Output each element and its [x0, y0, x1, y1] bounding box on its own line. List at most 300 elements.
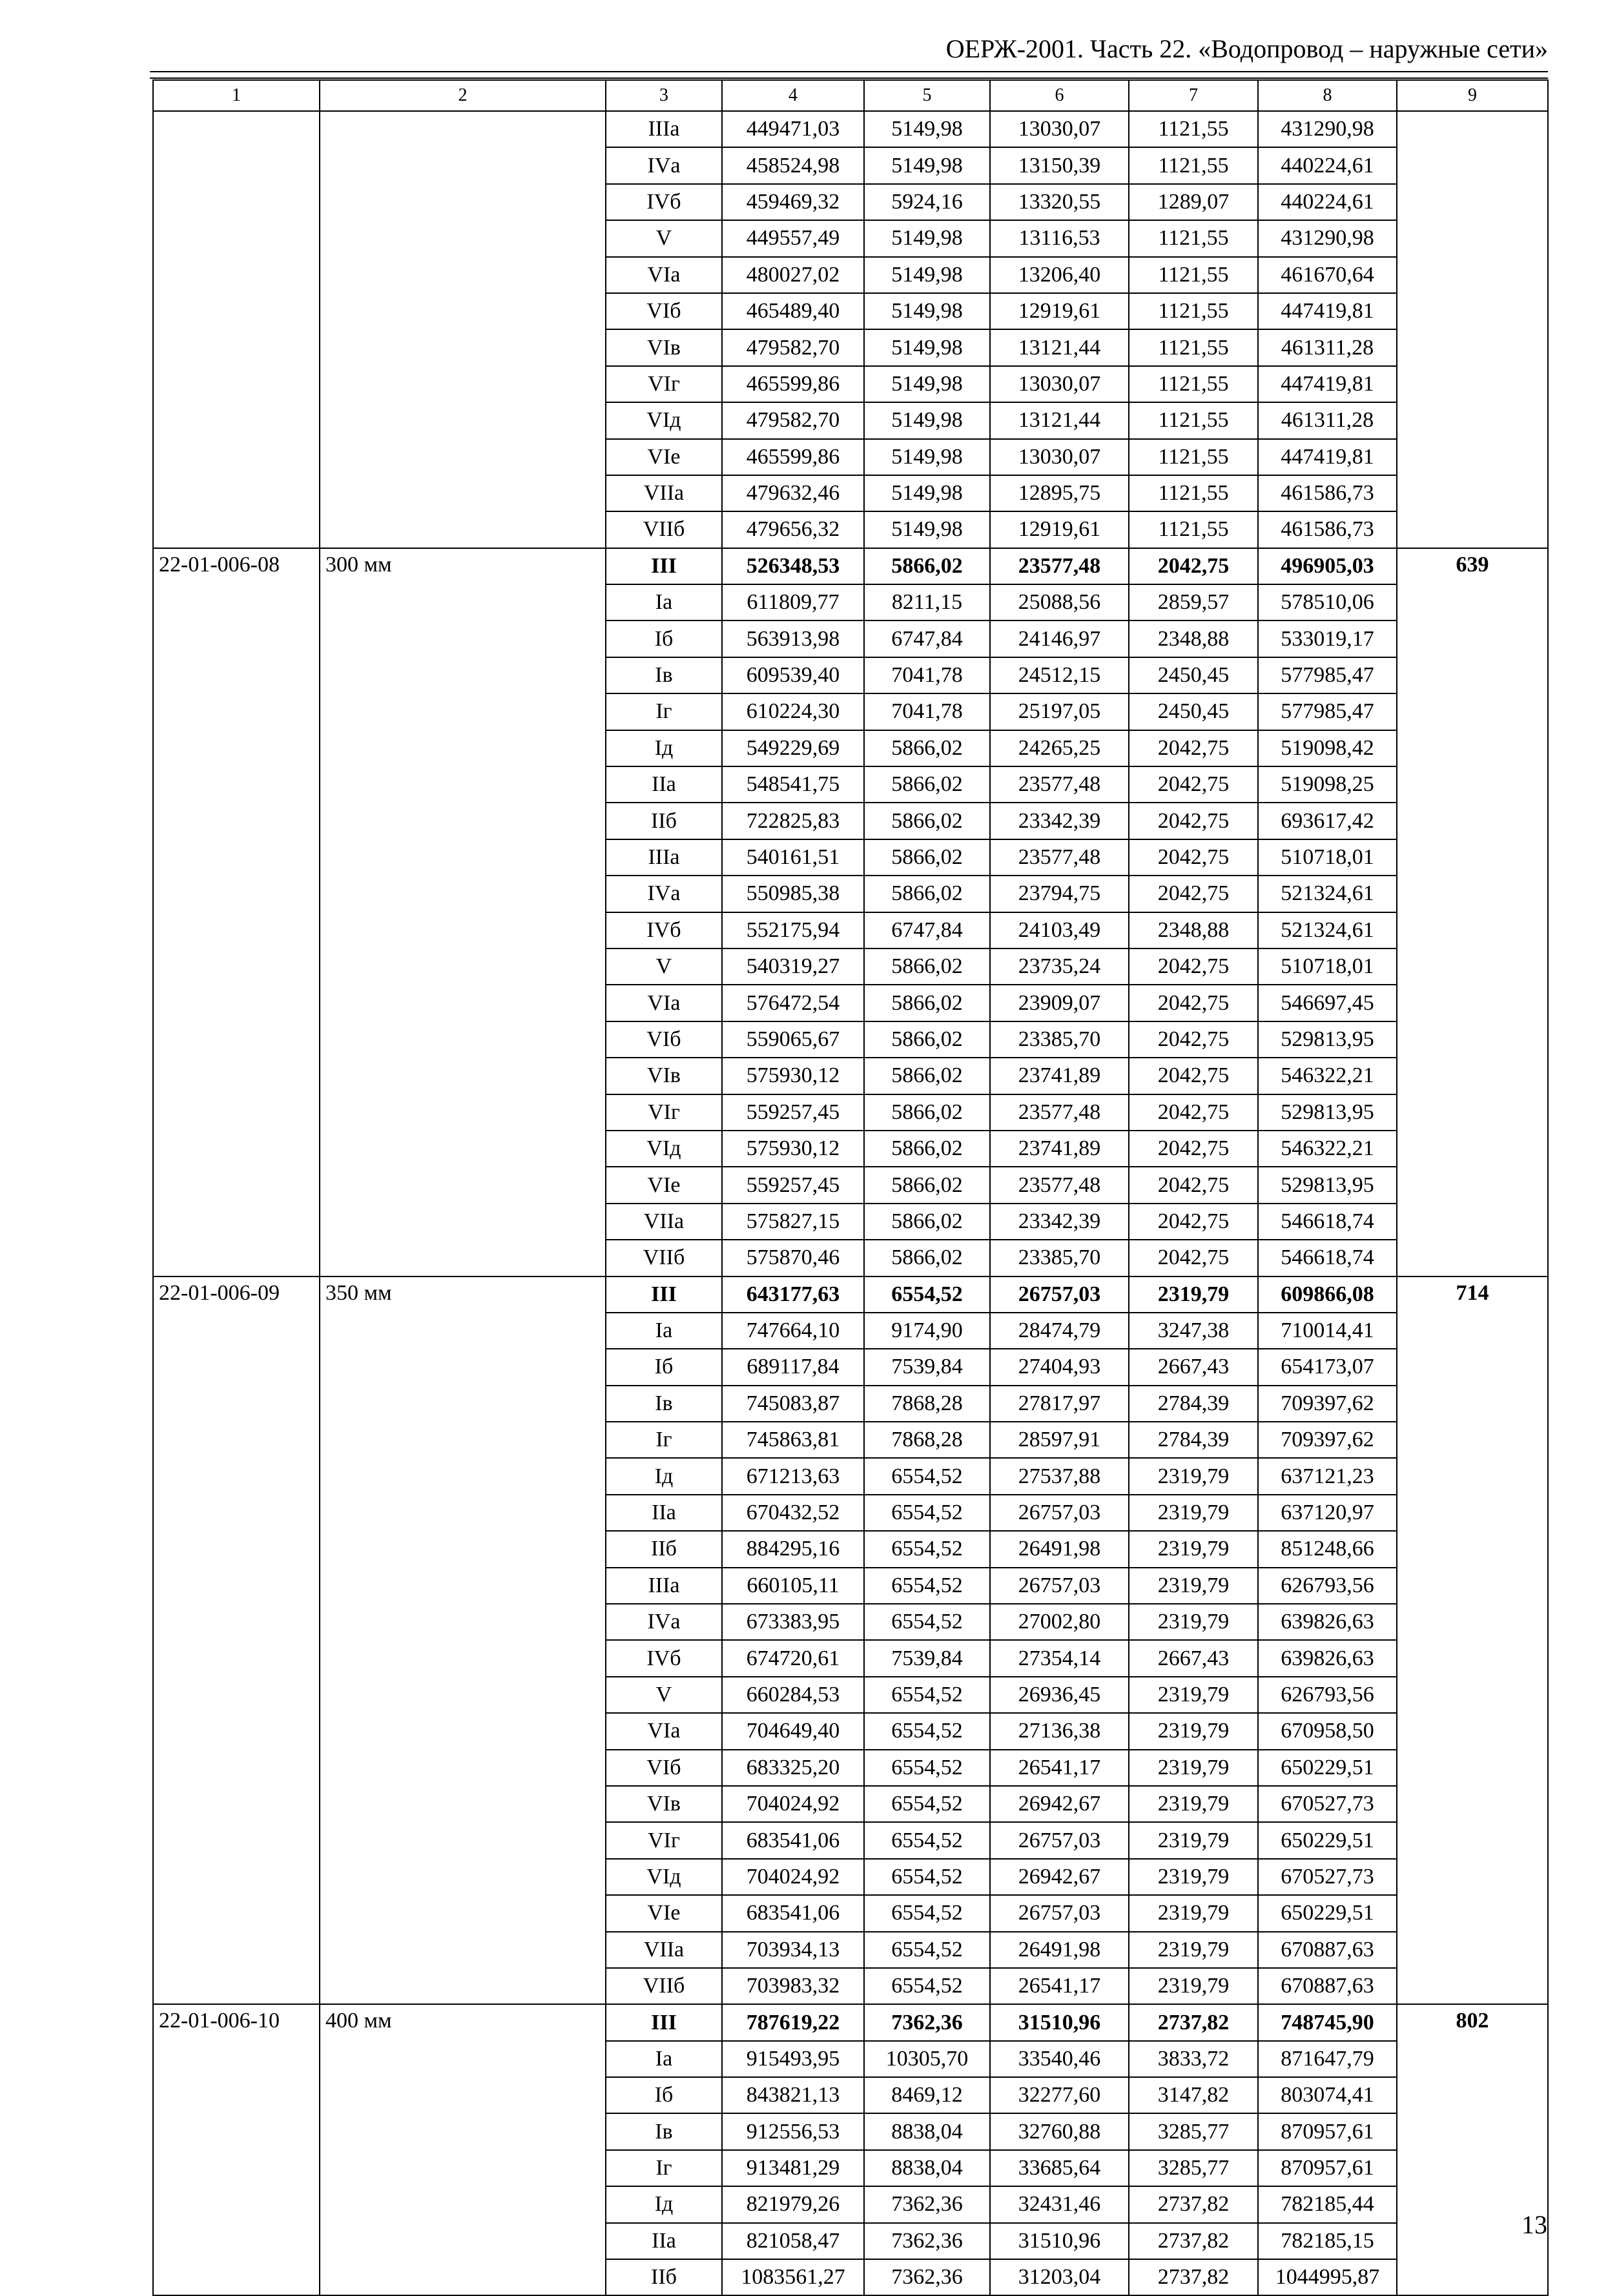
materials-cell: 626793,56 — [1258, 1677, 1397, 1713]
machines-cell: 13116,53 — [990, 220, 1129, 256]
zone-cell: Iа — [606, 584, 722, 620]
materials-cell: 709397,62 — [1258, 1386, 1397, 1422]
total-cost-cell: 575930,12 — [722, 1131, 864, 1167]
zone-cell: VIг — [606, 1094, 722, 1131]
wage-cell: 5866,02 — [864, 1094, 990, 1131]
total-cost-cell: 610224,30 — [722, 693, 864, 730]
machinist-wage-cell: 2737,82 — [1129, 2259, 1258, 2295]
wage-cell: 7041,78 — [864, 657, 990, 693]
materials-cell: 529813,95 — [1258, 1094, 1397, 1131]
total-cost-cell: 843821,13 — [722, 2077, 864, 2113]
machines-cell: 23577,48 — [990, 1167, 1129, 1203]
materials-cell: 546618,74 — [1258, 1204, 1397, 1240]
column-number: 6 — [990, 80, 1129, 111]
wage-cell: 8838,04 — [864, 2113, 990, 2149]
machines-cell: 13150,39 — [990, 147, 1129, 183]
total-cost-cell: 563913,98 — [722, 620, 864, 657]
diameter-cell: 350 мм — [320, 1276, 606, 2005]
total-cost-cell: 548541,75 — [722, 766, 864, 803]
machinist-wage-cell: 2042,75 — [1129, 730, 1258, 766]
machines-cell: 25197,05 — [990, 693, 1129, 730]
machines-cell: 24103,49 — [990, 912, 1129, 948]
materials-cell: 782185,44 — [1258, 2186, 1397, 2222]
materials-cell: 447419,81 — [1258, 439, 1397, 475]
materials-cell: 670527,73 — [1258, 1859, 1397, 1895]
total-cost-cell: 704024,92 — [722, 1786, 864, 1822]
machines-cell: 26491,98 — [990, 1932, 1129, 1968]
machines-cell: 26541,17 — [990, 1750, 1129, 1786]
rate-code-cell — [153, 111, 320, 548]
machines-cell: 27354,14 — [990, 1640, 1129, 1676]
machines-cell: 31510,96 — [990, 2004, 1129, 2040]
page-header-title: ОЕРЖ-2001. Часть 22. «Водопровод – наружные сети» — [945, 34, 1548, 63]
column-number: 5 — [864, 80, 990, 111]
wage-cell: 5866,02 — [864, 1058, 990, 1094]
machinist-wage-cell: 1121,55 — [1129, 111, 1258, 147]
wage-cell: 6554,52 — [864, 1677, 990, 1713]
machines-cell: 26757,03 — [990, 1822, 1129, 1858]
machines-cell: 26757,03 — [990, 1895, 1129, 1931]
wage-cell: 6554,52 — [864, 1968, 990, 2004]
machinist-wage-cell: 2319,79 — [1129, 1968, 1258, 2004]
machinist-wage-cell: 2319,79 — [1129, 1713, 1258, 1749]
materials-cell: 461670,64 — [1258, 257, 1397, 293]
wage-cell: 5149,98 — [864, 111, 990, 147]
zone-cell: IIа — [606, 2223, 722, 2259]
rate-code-cell: 22-01-006-08 — [153, 548, 320, 1276]
machinist-wage-cell: 2042,75 — [1129, 1240, 1258, 1276]
materials-cell: 650229,51 — [1258, 1895, 1397, 1931]
machinist-wage-cell: 1121,55 — [1129, 366, 1258, 402]
machines-cell: 23741,89 — [990, 1131, 1129, 1167]
materials-cell: 670527,73 — [1258, 1786, 1397, 1822]
total-cost-cell: 915493,95 — [722, 2041, 864, 2077]
wage-cell: 6554,52 — [864, 1786, 990, 1822]
zone-cell: III — [606, 548, 722, 584]
total-cost-cell: 745083,87 — [722, 1386, 864, 1422]
machinist-wage-cell: 2319,79 — [1129, 1786, 1258, 1822]
wage-cell: 5866,02 — [864, 766, 990, 803]
total-cost-cell: 449471,03 — [722, 111, 864, 147]
machines-cell: 24265,25 — [990, 730, 1129, 766]
machines-cell: 13121,44 — [990, 329, 1129, 365]
machines-cell: 26491,98 — [990, 1531, 1129, 1567]
machinist-wage-cell: 2319,79 — [1129, 1822, 1258, 1858]
machines-cell: 27537,88 — [990, 1458, 1129, 1494]
materials-cell: 626793,56 — [1258, 1568, 1397, 1604]
zone-cell: VIе — [606, 439, 722, 475]
total-cost-cell: 559257,45 — [722, 1094, 864, 1131]
zone-cell: VIб — [606, 1750, 722, 1786]
machinist-wage-cell: 2042,75 — [1129, 1058, 1258, 1094]
zone-cell: III — [606, 2004, 722, 2040]
wage-cell: 5866,02 — [864, 948, 990, 985]
machines-cell: 12895,75 — [990, 475, 1129, 511]
machinist-wage-cell: 2042,75 — [1129, 548, 1258, 584]
diameter-cell: 400 мм — [320, 2004, 606, 2295]
wage-cell: 5866,02 — [864, 876, 990, 912]
total-cost-cell: 703934,13 — [722, 1932, 864, 1968]
machinist-wage-cell: 1121,55 — [1129, 402, 1258, 438]
machinist-wage-cell: 2042,75 — [1129, 1021, 1258, 1058]
zone-cell: Iб — [606, 2077, 722, 2113]
materials-cell: 637120,97 — [1258, 1495, 1397, 1531]
materials-cell: 637121,23 — [1258, 1458, 1397, 1494]
total-cost-cell: 575870,46 — [722, 1240, 864, 1276]
total-cost-cell: 821979,26 — [722, 2186, 864, 2222]
wage-cell: 5149,98 — [864, 402, 990, 438]
machines-cell: 26757,03 — [990, 1276, 1129, 1313]
machinist-wage-cell: 1121,55 — [1129, 147, 1258, 183]
total-cost-cell: 575930,12 — [722, 1058, 864, 1094]
zone-cell: VIв — [606, 329, 722, 365]
total-cost-cell: 745863,81 — [722, 1422, 864, 1458]
machines-cell: 24512,15 — [990, 657, 1129, 693]
machinist-wage-cell: 2042,75 — [1129, 985, 1258, 1021]
materials-cell: 709397,62 — [1258, 1422, 1397, 1458]
total-cost-cell: 683541,06 — [722, 1895, 864, 1931]
total-cost-cell: 540161,51 — [722, 839, 864, 876]
materials-cell: 461586,73 — [1258, 511, 1397, 548]
machinist-wage-cell: 2348,88 — [1129, 620, 1258, 657]
zone-cell: Iв — [606, 2113, 722, 2149]
materials-cell: 431290,98 — [1258, 111, 1397, 147]
total-cost-cell: 704649,40 — [722, 1713, 864, 1749]
materials-cell: 654173,07 — [1258, 1349, 1397, 1385]
labor-cell — [1397, 111, 1548, 548]
labor-cell: 802 — [1397, 2004, 1548, 2295]
zone-cell: Iб — [606, 620, 722, 657]
table-row-main — [153, 548, 1548, 584]
machines-cell: 32277,60 — [990, 2077, 1129, 2113]
machines-cell: 27002,80 — [990, 1604, 1129, 1640]
machinist-wage-cell: 1289,07 — [1129, 184, 1258, 220]
wage-cell: 7362,36 — [864, 2223, 990, 2259]
machinist-wage-cell: 1121,55 — [1129, 293, 1258, 329]
machines-cell: 26757,03 — [990, 1495, 1129, 1531]
zone-cell: VIг — [606, 1822, 722, 1858]
machines-cell: 23577,48 — [990, 548, 1129, 584]
materials-cell: 521324,61 — [1258, 912, 1397, 948]
total-cost-cell: 465599,86 — [722, 366, 864, 402]
wage-cell: 6554,52 — [864, 1568, 990, 1604]
total-cost-cell: 683325,20 — [722, 1750, 864, 1786]
total-cost-cell: 747664,10 — [722, 1313, 864, 1349]
wage-cell: 5924,16 — [864, 184, 990, 220]
zone-cell: Iа — [606, 1313, 722, 1349]
total-cost-cell: 575827,15 — [722, 1204, 864, 1240]
machinist-wage-cell: 2667,43 — [1129, 1349, 1258, 1385]
wage-cell: 5149,98 — [864, 366, 990, 402]
machines-cell: 13030,07 — [990, 111, 1129, 147]
wage-cell: 5866,02 — [864, 803, 990, 839]
wage-cell: 5149,98 — [864, 220, 990, 256]
machines-cell: 23794,75 — [990, 876, 1129, 912]
materials-cell: 529813,95 — [1258, 1021, 1397, 1058]
machinist-wage-cell: 3285,77 — [1129, 2113, 1258, 2149]
machines-cell: 23385,70 — [990, 1240, 1129, 1276]
machines-cell: 23342,39 — [990, 803, 1129, 839]
page-number: 13 — [1521, 2210, 1547, 2239]
rate-code-cell: 22-01-006-10 — [153, 2004, 320, 2295]
total-cost-cell: 704024,92 — [722, 1859, 864, 1895]
materials-cell: 440224,61 — [1258, 147, 1397, 183]
wage-cell: 6747,84 — [864, 912, 990, 948]
machinist-wage-cell: 2348,88 — [1129, 912, 1258, 948]
column-number-row — [153, 80, 1548, 111]
total-cost-cell: 821058,47 — [722, 2223, 864, 2259]
machines-cell: 33540,46 — [990, 2041, 1129, 2077]
materials-cell: 693617,42 — [1258, 803, 1397, 839]
machinist-wage-cell: 2319,79 — [1129, 1568, 1258, 1604]
machinist-wage-cell: 2319,79 — [1129, 1495, 1258, 1531]
zone-cell: VIв — [606, 1786, 722, 1822]
wage-cell: 6554,52 — [864, 1750, 990, 1786]
wage-cell: 6554,52 — [864, 1932, 990, 1968]
machines-cell: 23735,24 — [990, 948, 1129, 985]
total-cost-cell: 559065,67 — [722, 1021, 864, 1058]
zone-cell: IIIа — [606, 1568, 722, 1604]
column-number: 2 — [320, 80, 606, 111]
wage-cell: 7362,36 — [864, 2186, 990, 2222]
zone-cell: IIб — [606, 2259, 722, 2295]
machines-cell: 23577,48 — [990, 766, 1129, 803]
wage-cell: 5866,02 — [864, 1240, 990, 1276]
wage-cell: 5149,98 — [864, 475, 990, 511]
materials-cell: 529813,95 — [1258, 1167, 1397, 1203]
zone-cell: VIIа — [606, 1204, 722, 1240]
total-cost-cell: 1083561,27 — [722, 2259, 864, 2295]
zone-cell: VIIб — [606, 1240, 722, 1276]
total-cost-cell: 689117,84 — [722, 1349, 864, 1385]
zone-cell: Iд — [606, 730, 722, 766]
total-cost-cell: 674720,61 — [722, 1640, 864, 1676]
machinist-wage-cell: 2319,79 — [1129, 1458, 1258, 1494]
wage-cell: 5866,02 — [864, 548, 990, 584]
rate-code-cell: 22-01-006-09 — [153, 1276, 320, 2005]
zone-cell: Iг — [606, 1422, 722, 1458]
materials-cell: 447419,81 — [1258, 366, 1397, 402]
zone-cell: IVа — [606, 147, 722, 183]
table-row-main — [153, 2004, 1548, 2040]
total-cost-cell: 526348,53 — [722, 548, 864, 584]
materials-cell: 803074,41 — [1258, 2077, 1397, 2113]
machinist-wage-cell: 2737,82 — [1129, 2004, 1258, 2040]
header-double-rule — [150, 71, 1548, 79]
zone-cell: VIд — [606, 1131, 722, 1167]
total-cost-cell: 465599,86 — [722, 439, 864, 475]
machines-cell: 32431,46 — [990, 2186, 1129, 2222]
materials-cell: 519098,42 — [1258, 730, 1397, 766]
total-cost-cell: 913481,29 — [722, 2150, 864, 2186]
total-cost-cell: 671213,63 — [722, 1458, 864, 1494]
zone-cell: Iв — [606, 1386, 722, 1422]
materials-cell: 639826,63 — [1258, 1604, 1397, 1640]
materials-cell: 609866,08 — [1258, 1276, 1397, 1313]
total-cost-cell: 540319,27 — [722, 948, 864, 985]
zone-cell: VIIа — [606, 1932, 722, 1968]
zone-cell: IIа — [606, 1495, 722, 1531]
wage-cell: 6554,52 — [864, 1276, 990, 1313]
wage-cell: 7868,28 — [864, 1386, 990, 1422]
machines-cell: 13206,40 — [990, 257, 1129, 293]
materials-cell: 710014,41 — [1258, 1313, 1397, 1349]
materials-cell: 782185,15 — [1258, 2223, 1397, 2259]
materials-cell: 510718,01 — [1258, 839, 1397, 876]
materials-cell: 670887,63 — [1258, 1932, 1397, 1968]
machines-cell: 27817,97 — [990, 1386, 1129, 1422]
materials-cell: 650229,51 — [1258, 1750, 1397, 1786]
machines-cell: 33685,64 — [990, 2150, 1129, 2186]
total-cost-cell: 703983,32 — [722, 1968, 864, 2004]
materials-cell: 748745,90 — [1258, 2004, 1397, 2040]
table-row-main — [153, 1276, 1548, 1313]
materials-cell: 578510,06 — [1258, 584, 1397, 620]
total-cost-cell: 670432,52 — [722, 1495, 864, 1531]
zone-cell: III — [606, 1276, 722, 1313]
machinist-wage-cell: 2319,79 — [1129, 1604, 1258, 1640]
zone-cell: IVа — [606, 1604, 722, 1640]
zone-cell: Iд — [606, 1458, 722, 1494]
wage-cell: 7539,84 — [864, 1640, 990, 1676]
machinist-wage-cell: 1121,55 — [1129, 220, 1258, 256]
wage-cell: 6554,52 — [864, 1713, 990, 1749]
zone-cell: IIIа — [606, 839, 722, 876]
wage-cell: 6554,52 — [864, 1895, 990, 1931]
machinist-wage-cell: 1121,55 — [1129, 511, 1258, 548]
machinist-wage-cell: 2450,45 — [1129, 693, 1258, 730]
machinist-wage-cell: 3833,72 — [1129, 2041, 1258, 2077]
total-cost-cell: 673383,95 — [722, 1604, 864, 1640]
total-cost-cell: 660284,53 — [722, 1677, 864, 1713]
machinist-wage-cell: 2319,79 — [1129, 1859, 1258, 1895]
zone-cell: VIIа — [606, 475, 722, 511]
machinist-wage-cell: 2042,75 — [1129, 1131, 1258, 1167]
machinist-wage-cell: 2737,82 — [1129, 2223, 1258, 2259]
materials-cell: 496905,03 — [1258, 548, 1397, 584]
total-cost-cell: 479582,70 — [722, 329, 864, 365]
machines-cell: 26541,17 — [990, 1968, 1129, 2004]
zone-cell: Iг — [606, 693, 722, 730]
machinist-wage-cell: 2042,75 — [1129, 1094, 1258, 1131]
machinist-wage-cell: 1121,55 — [1129, 475, 1258, 511]
wage-cell: 10305,70 — [864, 2041, 990, 2077]
wage-cell: 8469,12 — [864, 2077, 990, 2113]
labor-cell: 714 — [1397, 1276, 1548, 2005]
zone-cell: VIд — [606, 1859, 722, 1895]
materials-cell: 546322,21 — [1258, 1058, 1397, 1094]
wage-cell: 5866,02 — [864, 839, 990, 876]
wage-cell: 7539,84 — [864, 1349, 990, 1385]
wage-cell: 6554,52 — [864, 1495, 990, 1531]
machinist-wage-cell: 1121,55 — [1129, 439, 1258, 475]
materials-cell: 546618,74 — [1258, 1240, 1397, 1276]
total-cost-cell: 660105,11 — [722, 1568, 864, 1604]
total-cost-cell: 787619,22 — [722, 2004, 864, 2040]
wage-cell: 5866,02 — [864, 1204, 990, 1240]
table-row — [153, 111, 1548, 147]
total-cost-cell: 550985,38 — [722, 876, 864, 912]
total-cost-cell: 465489,40 — [722, 293, 864, 329]
diameter-cell — [320, 111, 606, 548]
column-number: 4 — [722, 80, 864, 111]
wage-cell: 5149,98 — [864, 293, 990, 329]
wage-cell: 5866,02 — [864, 1167, 990, 1203]
materials-cell: 461311,28 — [1258, 402, 1397, 438]
materials-cell: 510718,01 — [1258, 948, 1397, 985]
zone-cell: IVб — [606, 912, 722, 948]
wage-cell: 7362,36 — [864, 2259, 990, 2295]
wage-cell: 5149,98 — [864, 329, 990, 365]
machines-cell: 23342,39 — [990, 1204, 1129, 1240]
wage-cell: 8211,15 — [864, 584, 990, 620]
machines-cell: 31203,04 — [990, 2259, 1129, 2295]
materials-cell: 851248,66 — [1258, 1531, 1397, 1567]
machines-cell: 26942,67 — [990, 1786, 1129, 1822]
materials-cell: 870957,61 — [1258, 2150, 1397, 2186]
materials-cell: 461311,28 — [1258, 329, 1397, 365]
wage-cell: 5149,98 — [864, 439, 990, 475]
wage-cell: 6747,84 — [864, 620, 990, 657]
zone-cell: IIб — [606, 803, 722, 839]
zone-cell: IIа — [606, 766, 722, 803]
machinist-wage-cell: 2319,79 — [1129, 1750, 1258, 1786]
column-number: 3 — [606, 80, 722, 111]
machines-cell: 26936,45 — [990, 1677, 1129, 1713]
machinist-wage-cell: 2319,79 — [1129, 1531, 1258, 1567]
machinist-wage-cell: 2319,79 — [1129, 1932, 1258, 1968]
materials-cell: 546697,45 — [1258, 985, 1397, 1021]
machines-cell: 31510,96 — [990, 2223, 1129, 2259]
table-body — [153, 80, 1548, 2295]
materials-cell: 546322,21 — [1258, 1131, 1397, 1167]
total-cost-cell: 459469,32 — [722, 184, 864, 220]
wage-cell: 7362,36 — [864, 2004, 990, 2040]
machines-cell: 27404,93 — [990, 1349, 1129, 1385]
machines-cell: 23741,89 — [990, 1058, 1129, 1094]
machines-cell: 26942,67 — [990, 1859, 1129, 1895]
machines-cell: 23577,48 — [990, 1094, 1129, 1131]
zone-cell: VIв — [606, 1058, 722, 1094]
machinist-wage-cell: 2667,43 — [1129, 1640, 1258, 1676]
total-cost-cell: 884295,16 — [722, 1531, 864, 1567]
materials-cell: 870957,61 — [1258, 2113, 1397, 2149]
machinist-wage-cell: 2319,79 — [1129, 1276, 1258, 1313]
zone-cell: Iг — [606, 2150, 722, 2186]
labor-cell: 639 — [1397, 548, 1548, 1276]
machinist-wage-cell: 2042,75 — [1129, 876, 1258, 912]
machinist-wage-cell: 2042,75 — [1129, 839, 1258, 876]
zone-cell: IVа — [606, 876, 722, 912]
total-cost-cell: 559257,45 — [722, 1167, 864, 1203]
zone-cell: VIа — [606, 1713, 722, 1749]
machines-cell: 23909,07 — [990, 985, 1129, 1021]
machines-cell: 28597,91 — [990, 1422, 1129, 1458]
zone-cell: IIб — [606, 1531, 722, 1567]
machinist-wage-cell: 1121,55 — [1129, 257, 1258, 293]
total-cost-cell: 458524,98 — [722, 147, 864, 183]
zone-cell: V — [606, 220, 722, 256]
machinist-wage-cell: 2042,75 — [1129, 1204, 1258, 1240]
machines-cell: 28474,79 — [990, 1313, 1129, 1349]
materials-cell: 670887,63 — [1258, 1968, 1397, 2004]
zone-cell: Iв — [606, 657, 722, 693]
materials-cell: 440224,61 — [1258, 184, 1397, 220]
total-cost-cell: 479632,46 — [722, 475, 864, 511]
zone-cell: VIIб — [606, 1968, 722, 2004]
materials-cell: 519098,25 — [1258, 766, 1397, 803]
machines-cell: 13030,07 — [990, 366, 1129, 402]
